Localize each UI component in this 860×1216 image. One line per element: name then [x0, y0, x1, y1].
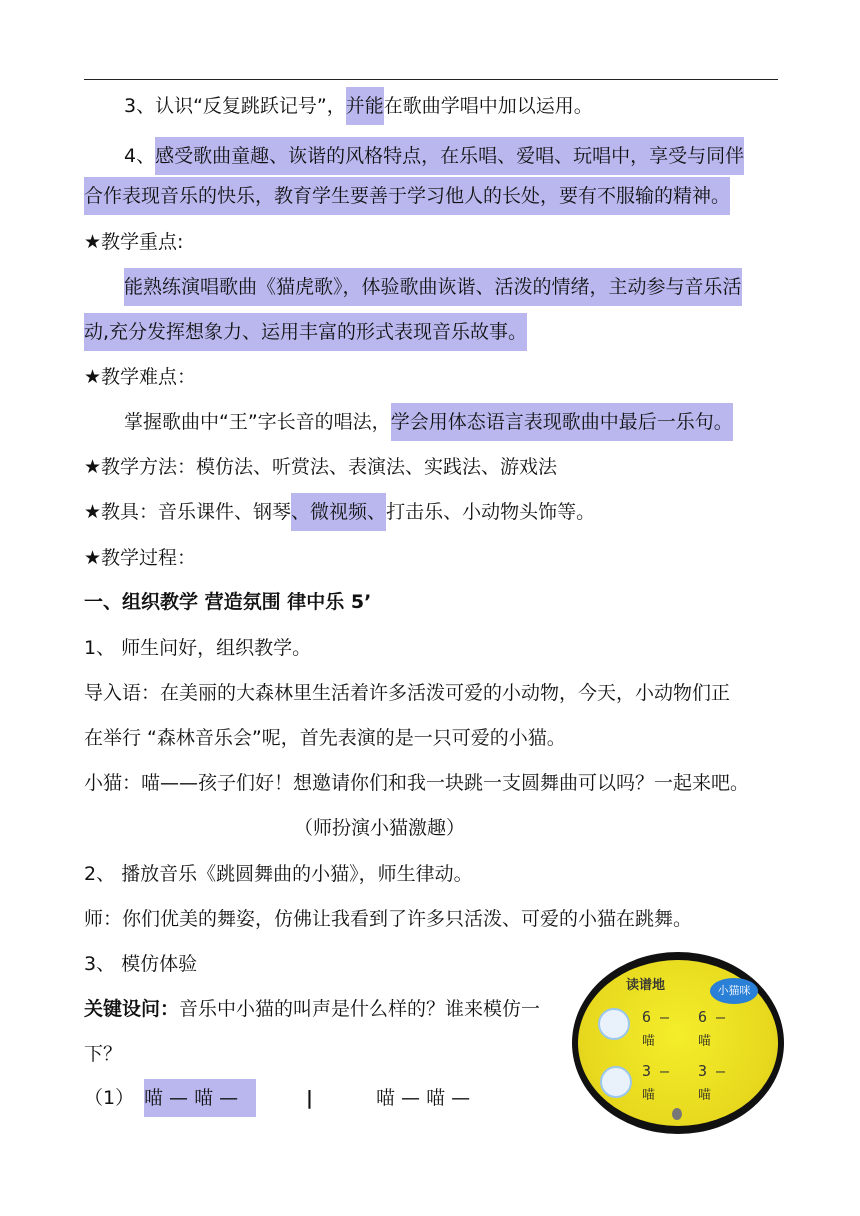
- exercise-1-rest: 喵 — 喵 —: [376, 1087, 471, 1109]
- notation-screen: [578, 960, 778, 1126]
- note-3: 3 —: [642, 1062, 670, 1080]
- kitten-line: 小猫：喵——孩子们好！想邀请你们和我一块跳一支圆舞曲可以吗？一起来吧。: [84, 772, 750, 794]
- exercise-1-hl: 喵 — 喵 —: [144, 1086, 256, 1110]
- notation-photo: [572, 952, 784, 1134]
- cat-face-icon: [598, 1008, 630, 1040]
- key-points-text: 能熟练演唱歌曲《猫虎歌》，体验歌曲诙谐、活泼的情绪，主动参与音乐活: [124, 275, 742, 299]
- step-1: 1、 师生问好，组织教学。: [84, 637, 312, 659]
- intro-text: 导入语：在美丽的大森林里生活着许多活泼可爱的小动物，今天，小动物们正: [84, 682, 731, 704]
- tools-line: ★教具：音乐课件、钢琴、微视频、打击乐、小动物头饰等。: [84, 500, 595, 524]
- intro-text-cont: 在举行 “森林音乐会”呢，首先表演的是一只可爱的小猫。: [84, 727, 566, 749]
- meow-2: 喵: [698, 1034, 712, 1049]
- difficulty-heading: ★教学难点：: [84, 366, 197, 388]
- meow-1: 喵: [642, 1034, 656, 1049]
- process-heading: ★教学过程：: [84, 547, 197, 569]
- photo-title: 读谱地: [626, 978, 666, 993]
- key-points-heading: ★教学重点:: [84, 231, 184, 253]
- header-rule: [84, 79, 778, 80]
- step-3: 3、 模仿体验: [84, 953, 198, 975]
- cat-face-icon: [600, 1066, 632, 1098]
- note-4: 3 —: [698, 1062, 726, 1080]
- difficulty-text: 掌握歌曲中“王”字长音的唱法，学会用体态语言表现歌曲中最后一乐句。: [124, 410, 733, 434]
- objective-4: 4、感受歌曲童趣、诙谐的风格特点，在乐唱、爱唱、玩唱中，享受与同伴: [124, 144, 744, 168]
- meow-3: 喵: [642, 1088, 656, 1103]
- teacher-line: 师：你们优美的舞姿，仿佛让我看到了许多只活泼、可爱的小猫在跳舞。: [84, 908, 693, 930]
- exercise-1: （1）: [84, 1087, 135, 1109]
- methods-line: ★教学方法：模仿法、听赏法、表演法、实践法、游戏法: [84, 456, 558, 478]
- kitten-bubble: 小猫咪: [710, 978, 758, 1004]
- step-2: 2、 播放音乐《跳圆舞曲的小猫》，师生律动。: [84, 863, 473, 885]
- note-1: 6 —: [642, 1008, 670, 1026]
- key-points-text-cont: 动,充分发挥想象力、运用丰富的形式表现音乐故事。: [84, 320, 527, 344]
- section-one-heading: 一、组织教学 营造氛围 律中乐 5’: [84, 591, 372, 613]
- speaker-icon: [672, 1108, 682, 1120]
- objective-4-cont: 合作表现音乐的快乐，教育学生要善于学习他人的长处，要有不服输的精神。: [84, 184, 730, 208]
- note-2: 6 —: [698, 1008, 726, 1026]
- bar-line: |: [306, 1087, 313, 1109]
- key-question-cont: 下？: [84, 1043, 123, 1065]
- meow-4: 喵: [698, 1088, 712, 1103]
- key-question: 关键设问：音乐中小猫的叫声是什么样的？谁来模仿一: [84, 998, 541, 1020]
- objective-3: 3、认识“反复跳跃记号”，并能在歌曲学唱中加以运用。: [124, 94, 593, 118]
- teacher-note: （师扮演小猫激趣）: [294, 817, 466, 839]
